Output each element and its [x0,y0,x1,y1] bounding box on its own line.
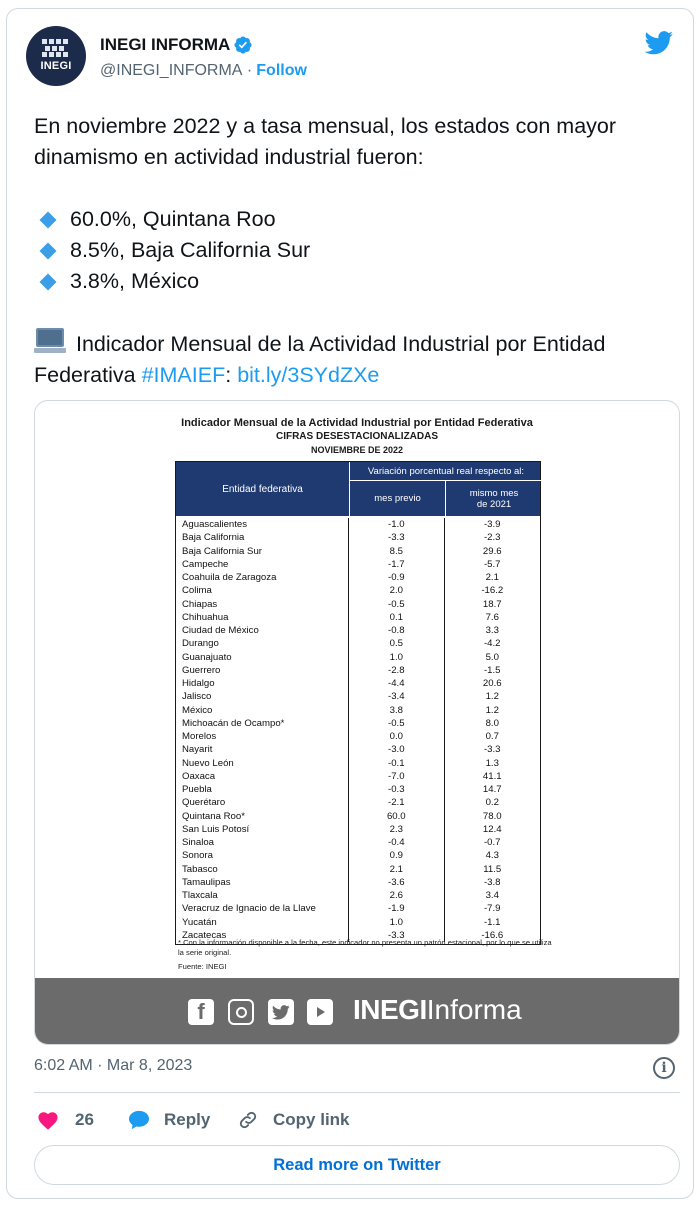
table-row [176,518,540,531]
cell-entity: Tabasco [176,863,349,876]
heart-icon [37,1110,59,1130]
diamond-icon [40,273,57,290]
diamond-icon [40,242,57,259]
cell-same-month: -16.6 [481,929,504,941]
cell-prev-month: -3.4 [349,690,444,703]
cell-prev-month: 60.0 [349,810,444,823]
cell-prev-month: 0.0 [349,730,444,743]
data-table [175,461,541,945]
table-row [176,889,540,902]
cell-entity: Puebla [176,783,349,796]
cell-entity: Morelos [176,730,349,743]
verified-badge-icon [233,35,253,55]
cell-same-month: 11.5 [483,863,502,875]
cell-entity: Baja California [176,531,349,544]
table-row [176,571,540,584]
like-button[interactable] [37,1105,94,1135]
table-row [176,558,540,571]
table-row [176,584,540,597]
cell-same-month: 5.0 [485,651,499,663]
cell-entity: Campeche [176,558,349,571]
colon: : [225,363,232,387]
cell-prev-month: -2.8 [349,664,444,677]
tweet-header [26,26,676,90]
bullet-item: 60.0%, Quintana Roo [34,204,674,235]
cell-entity: Coahuila de Zaragoza [176,571,349,584]
copy-link-button[interactable] [237,1105,350,1135]
cell-same-month: -2.3 [483,532,501,544]
computer-icon [34,328,66,354]
youtube-icon [307,999,333,1025]
cell-same-month: 0.2 [485,797,499,809]
cell-same-month: -3.3 [483,744,501,756]
diamond-icon [40,211,57,228]
instagram-icon [228,999,254,1025]
cell-same-month: 4.3 [485,850,499,862]
cell-prev-month: 0.1 [349,611,444,624]
cell-same-month: -7.9 [483,903,501,915]
table-row [176,783,540,796]
cell-same-month: -3.8 [483,876,501,888]
cell-same-month: -5.7 [483,558,501,570]
author-block [100,34,307,80]
cell-entity: Tlaxcala [176,889,349,902]
cell-prev-month: -0.1 [349,757,444,770]
cell-entity: Durango [176,637,349,650]
cell-entity: Oaxaca [176,770,349,783]
cell-entity: Nayarit [176,743,349,756]
table-row [176,743,540,756]
cell-prev-month: -3.6 [349,876,444,889]
cell-same-month: 29.6 [482,545,502,557]
table-row [176,916,540,929]
cell-same-month: 20.6 [482,678,502,689]
cell-prev-month: -3.0 [349,743,444,756]
twitter-icon [268,999,294,1025]
cell-prev-month: -0.5 [349,598,444,611]
cell-prev-month: 1.0 [349,916,444,929]
cell-entity: Baja California Sur [176,545,349,558]
cell-prev-month: 2.1 [349,863,444,876]
table-row [176,876,540,889]
cell-same-month: 3.4 [485,890,499,901]
table-row [176,611,540,624]
cell-prev-month: -0.4 [349,836,444,849]
table-row [176,836,540,849]
cell-same-month: 7.6 [485,611,499,623]
cell-entity: Michoacán de Ocampo* [176,717,349,730]
cell-prev-month: -0.5 [349,717,444,730]
indicator-line [34,328,674,391]
cell-same-month: 1.2 [485,704,499,716]
cell-prev-month: 0.9 [349,849,444,862]
bullet-item: 8.5%, Baja California Sur [34,235,674,266]
cell-entity: Chiapas [176,598,349,611]
cell-prev-month: -0.8 [349,624,444,637]
cell-same-month: 78.0 [482,810,502,822]
cell-prev-month: -1.7 [349,558,444,571]
cell-same-month: -1.1 [483,916,501,928]
tweet-intro: En noviembre 2022 y a tasa mensual, los estados con mayor dinamismo en actividad industrial fueron: [34,114,622,169]
hashtag-link[interactable]: #IMAIEF [141,363,226,387]
cell-same-month: 14.7 [482,784,502,795]
table-row [176,902,540,915]
cell-same-month: 2.1 [485,572,499,583]
cell-prev-month: 2.0 [349,584,444,597]
table-row [176,677,540,690]
header-variation: Variación porcentual real respecto al: [350,462,542,481]
twitter-bird-icon[interactable] [644,31,674,55]
cell-same-month: -0.7 [483,837,501,848]
cell-entity: Chihuahua [176,611,349,624]
table-source: Fuente: INEGI [178,962,227,971]
media-image[interactable] [34,400,680,1045]
cell-same-month: 8.0 [485,717,499,729]
table-row [176,531,540,544]
table-row [176,704,540,717]
cell-prev-month: 8.5 [349,545,444,558]
tweet-actions [34,1105,674,1135]
header-entity: Entidad federativa [176,462,350,516]
cell-same-month: 1.2 [485,691,499,703]
table-row [176,651,540,664]
cell-prev-month: -4.4 [349,677,444,690]
cell-entity: Sonora [176,849,349,862]
table-row [176,823,540,836]
table-body [176,516,540,944]
table-row [176,863,540,876]
table-header [176,462,540,516]
table-row [176,796,540,809]
tweet-text [34,111,674,391]
table-row [176,810,540,823]
cell-same-month: -4.2 [483,638,501,650]
reply-button[interactable] [128,1105,210,1135]
cell-entity: Querétaro [176,796,349,809]
cell-entity: Ciudad de México [176,624,349,637]
table-note: * Con la información disponible a la fecha, este indicador no presenta un patrón estacional, por lo que se utiliza la serie original. [178,938,552,957]
cell-prev-month: -0.9 [349,571,444,584]
cell-prev-month: -7.0 [349,770,444,783]
reply-bubble-icon [128,1110,150,1130]
table-row [176,757,540,770]
cell-entity: Colima [176,584,349,597]
cell-entity: Aguascalientes [176,518,349,531]
cell-prev-month: 0.5 [349,637,444,650]
cell-same-month: 3.3 [485,625,499,636]
cell-prev-month: -0.3 [349,783,444,796]
reply-label: Reply [164,1110,211,1129]
bullet-item: 3.8%, México [34,266,674,297]
table-row [176,624,540,637]
table-row [176,690,540,703]
table-row [176,545,540,558]
table-row [176,730,540,743]
author-name[interactable]: INEGI INFORMA [100,35,231,54]
cell-same-month: 41.1 [482,770,502,782]
cell-prev-month: 2.3 [349,823,444,836]
cell-prev-month: 1.0 [349,651,444,664]
cell-prev-month: 2.6 [349,889,444,902]
indicator-text: Indicador Mensual de la Actividad Industrial por Entidad Federativa [34,332,606,387]
cell-same-month: 12.4 [482,823,502,835]
table-row [176,637,540,650]
inegi-logo-icon [42,39,70,57]
avatar-text: INEGI [40,60,72,72]
cell-entity: Yucatán [176,916,349,929]
author-handle[interactable]: @INEGI_INFORMA [100,62,243,79]
cell-same-month: 1.3 [485,757,499,769]
cell-same-month: 18.7 [482,598,502,610]
follow-button[interactable]: Follow [256,62,307,79]
facebook-icon: f [188,999,214,1025]
copy-link-label: Copy link [273,1110,350,1129]
table-row [176,849,540,862]
read-more-button[interactable]: Read more on Twitter [34,1145,680,1185]
cell-entity: Quintana Roo* [176,810,349,823]
media-footer-bar [35,978,680,1045]
table-row [176,717,540,730]
media-date: NOVIEMBRE DE 2022 [310,445,404,455]
avatar[interactable] [26,26,86,86]
cell-entity: Nuevo León [176,757,349,770]
info-icon[interactable]: i [653,1057,675,1079]
header-prev-month: mes previo [350,481,446,516]
tweet-timestamp[interactable]: 6:02 AM · Mar 8, 2023 [34,1057,193,1074]
cell-prev-month: -1.0 [349,518,444,531]
cell-entity: Jalisco [176,690,349,703]
cell-entity: Guerrero [176,664,349,677]
cell-same-month: -16.2 [481,585,504,597]
cell-same-month: -3.9 [483,519,501,530]
link-icon [237,1109,259,1131]
cell-prev-month: -3.3 [349,929,444,942]
tweet-card [6,8,694,1199]
cell-prev-month: -1.9 [349,902,444,915]
divider [34,1092,680,1093]
cell-entity: Sinaloa [176,836,349,849]
media-title: Indicador Mensual de la Actividad Industrial por Entidad Federativa [181,417,533,429]
cell-entity: Hidalgo [176,677,349,690]
media-subtitle: CIFRAS DESESTACIONALIZADAS [275,431,439,442]
cell-prev-month: 3.8 [349,704,444,717]
inegi-informa-logo: INEGI Informa [353,994,522,1025]
url-link[interactable]: bit.ly/3SYdZXe [237,363,380,387]
cell-entity: México [176,704,349,717]
table-row [176,770,540,783]
cell-same-month: 0.7 [485,731,499,742]
like-count: 26 [75,1110,94,1129]
separator-dot: · [242,62,253,79]
cell-prev-month: -2.1 [349,796,444,809]
cell-entity: Tamaulipas [176,876,349,889]
cell-entity: Guanajuato [176,651,349,664]
table-row [176,598,540,611]
cell-entity: Zacatecas [176,929,349,942]
cell-prev-month: -3.3 [349,531,444,544]
cell-entity: San Luis Potosí [176,823,349,836]
header-same-month: mismo mes de 2021 [469,487,519,510]
table-row [176,664,540,677]
cell-entity: Veracruz de Ignacio de la Llave [176,902,349,915]
cell-same-month: -1.5 [483,664,501,676]
